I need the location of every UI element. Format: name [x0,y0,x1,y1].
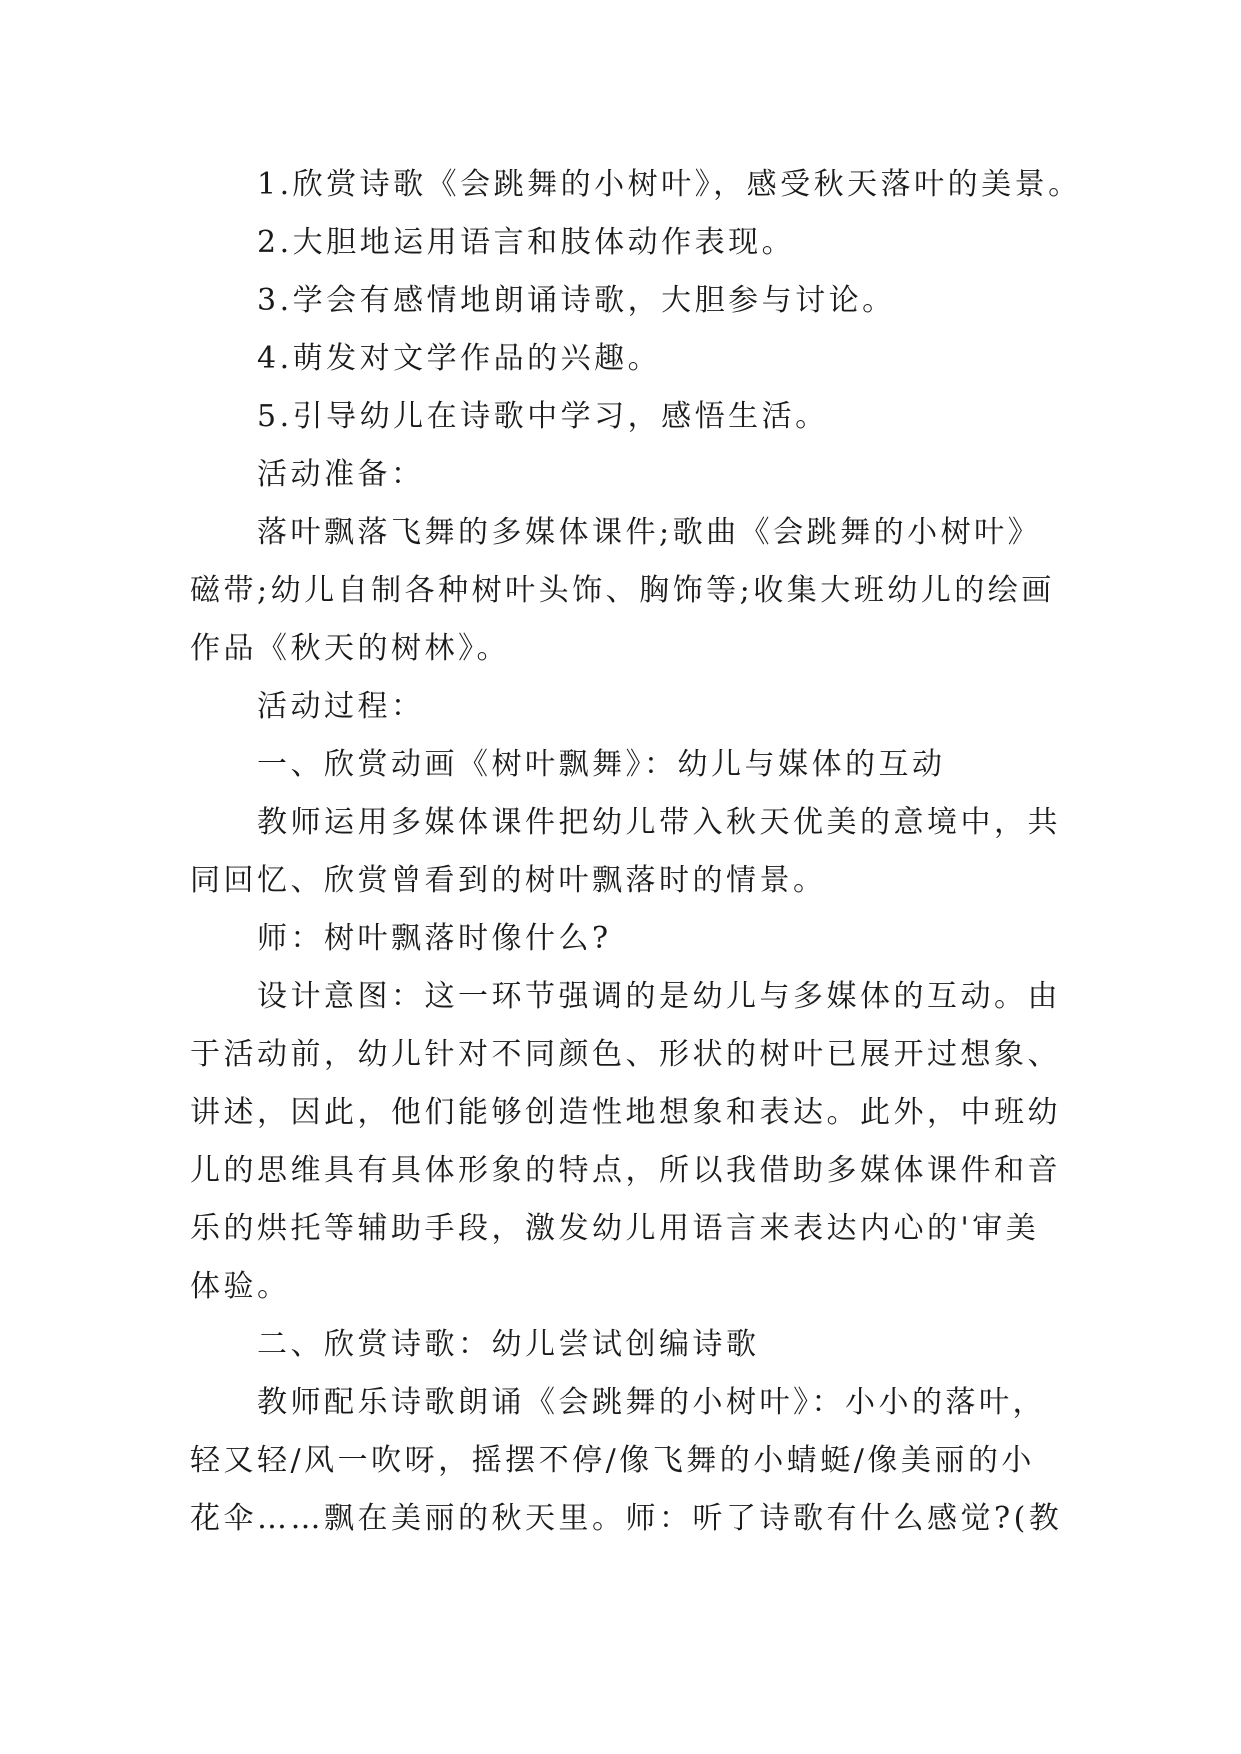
section-heading-1: 一、欣赏动画《树叶飘舞》：幼儿与媒体的互动 [257,747,946,782]
paragraph-line: 落叶飘落飞舞的多媒体课件;歌曲《会跳舞的小树叶》 [257,515,1042,550]
paragraph-line: 同回忆、欣赏曾看到的树叶飘落时的情景。 [190,863,827,898]
goal-5: 5.引导幼儿在诗歌中学习，感悟生活。 [257,399,829,434]
goal-2: 2.大胆地运用语言和肢体动作表现。 [257,225,796,260]
section-heading-2: 二、欣赏诗歌：幼儿尝试创编诗歌 [257,1327,760,1362]
paragraph-line: 设计意图：这一环节强调的是幼儿与多媒体的互动。由 [257,979,1061,1014]
paragraph-line: 儿的思维具有具体形象的特点，所以我借助多媒体课件和音 [190,1153,1061,1188]
paragraph-line: 花伞……飘在美丽的秋天里。师：听了诗歌有什么感觉?(教 [190,1501,1063,1536]
paragraph-line: 轻又轻/风一吹呀，摇摆不停/像飞舞的小蜻蜓/像美丽的小 [190,1443,1035,1478]
paragraph-line: 乐的烘托等辅助手段，激发幼儿用语言来表达内心的'审美 [190,1211,1040,1246]
paragraph-line: 体验。 [190,1269,291,1304]
paragraph-line: 师：树叶飘落时像什么? [257,921,612,956]
paragraph-line: 教师运用多媒体课件把幼儿带入秋天优美的意境中，共 [257,805,1061,840]
goal-4: 4.萌发对文学作品的兴趣。 [257,341,662,376]
goal-3: 3.学会有感情地朗诵诗歌，大胆参与讨论。 [257,283,896,318]
heading-preparation: 活动准备： [257,457,425,492]
paragraph-line: 作品《秋天的树林》。 [190,631,510,666]
heading-process: 活动过程： [257,689,425,724]
paragraph-line: 磁带;幼儿自制各种树叶头饰、胸饰等;收集大班幼儿的绘画 [190,573,1055,608]
paragraph-line: 讲述，因此，他们能够创造性地想象和表达。此外，中班幼 [190,1095,1061,1130]
goal-1: 1.欣赏诗歌《会跳舞的小树叶》，感受秋天落叶的美景。 [257,167,1082,202]
paragraph-line: 教师配乐诗歌朗诵《会跳舞的小树叶》：小小的落叶， [257,1385,1046,1420]
paragraph-line: 于活动前，幼儿针对不同颜色、形状的树叶已展开过想象、 [190,1037,1061,1072]
